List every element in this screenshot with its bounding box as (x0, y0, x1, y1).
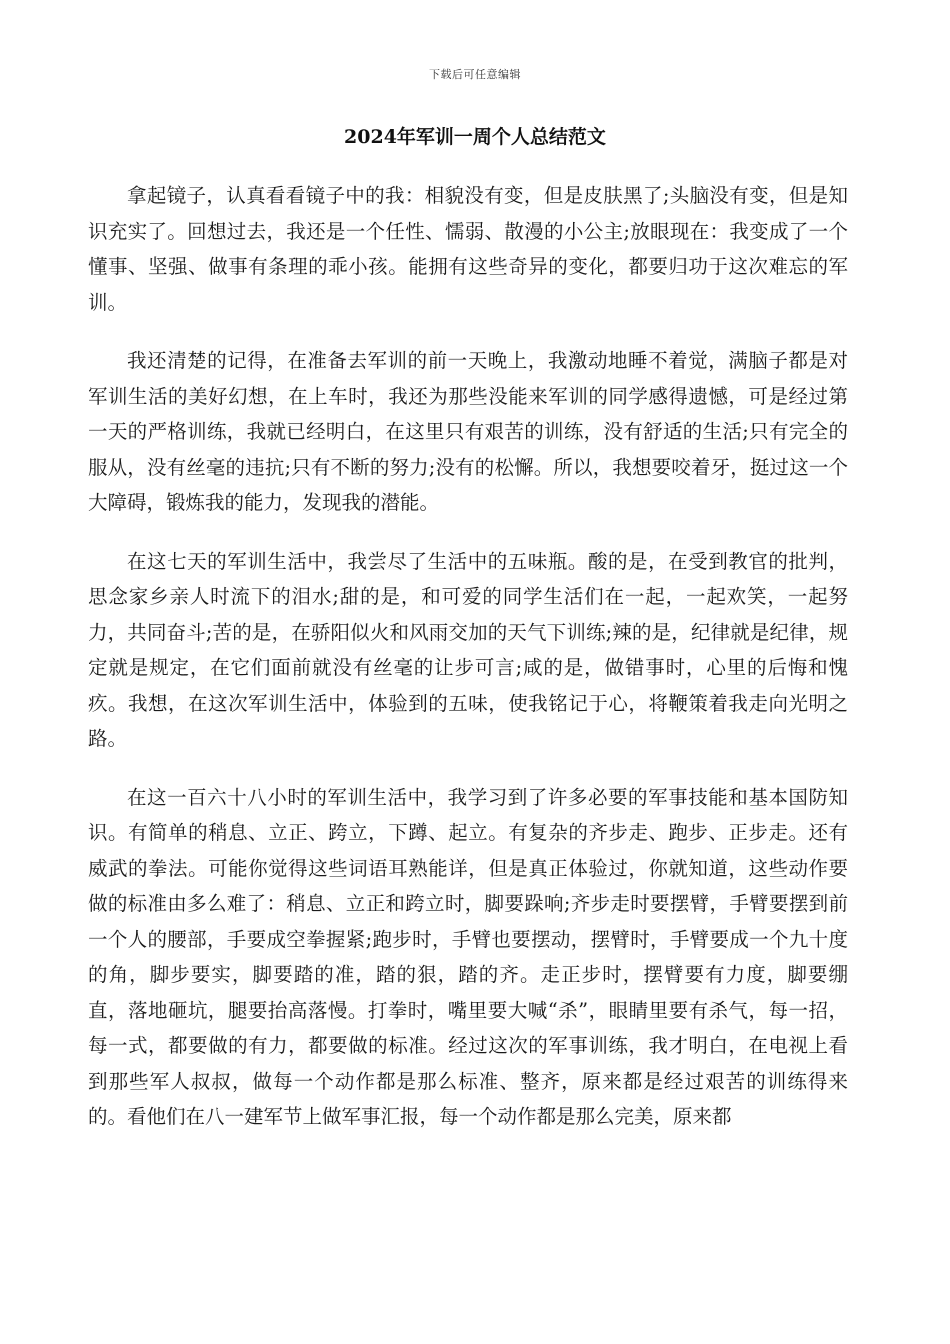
document-title: 2024年军训一周个人总结范文 (344, 126, 606, 148)
paragraph-1: 拿起镜子，认真看看镜子中的我：相貌没有变，但是皮肤黑了;头脑没有变，但是知识充实了。回想过去，我还是一个任性、懦弱、散漫的小公主;放眼现在：我变成了一个懂事、坚强、做事有条理的乖小孩。能拥有这些奇异的变化，都要归功于这次难忘的军训。 (88, 184, 848, 314)
document-body (88, 178, 848, 1158)
paragraph-4: 在这一百六十八小时的军训生活中，我学习到了许多必要的军事技能和基本国防知识。有简单的稍息、立正、跨立，下蹲、起立。有复杂的齐步走、跑步、正步走。还有威武的拳法。可能你觉得这些词语耳熟能详，但是真正体验过，你就知道，这些动作要做的标准由多么难了：稍息、立正和跨立时，脚要跺响;齐步走时要摆臂，手臂要摆到前一个人的腰部，手要成空拳握紧;跑步时，手臂也要摆动，摆臂时，手臂要成一个九十度的角，脚步要实，脚要踏的准，踏的狠，踏的齐。走正步时，摆臂要有力度，脚要绷直，落地砸坑，腿要抬高落慢。打拳时，嘴里要大喊“杀”，眼睛里要有杀气，每一招，每一式，都要做的有力，都要做的标准。经过这次的军事训练，我才明白，在电视上看到那些军人叔叔，做每一个动作都是那么标准、整齐，原来都是经过艰苦的训练得来的。看他们在八一建军节上做军事汇报，每一个动作都是那么完美，原来都 (88, 785, 848, 1128)
paragraph-3: 在这七天的军训生活中，我尝尽了生活中的五味瓶。酸的是，在受到教官的批判，思念家乡亲人时流下的泪水;甜的是，和可爱的同学生活们在一起，一起欢笑，一起努力，共同奋斗;苦的是，在骄阳似火和风雨交加的天气下训练;辣的是，纪律就是纪律，规定就是规定，在它们面前就没有丝毫的让步可言;咸的是，做错事时，心里的后悔和愧疚。我想，在这次军训生活中，体验到的五味，使我铭记于心，将鞭策着我走向光明之路。 (88, 549, 848, 750)
paragraph-2: 我还清楚的记得，在准备去军训的前一天晚上，我激动地睡不着觉，满脑子都是对军训生活的美好幻想，在上车时，我还为那些没能来军训的同学感得遗憾，可是经过第一天的严格训练，我就已经明白，在这里只有艰苦的训练，没有舒适的生活;只有完全的服从，没有丝毫的违抗;只有不断的努力;没有的松懈。所以，我想要咬着牙，挺过这一个大障碍，锻炼我的能力，发现我的潜能。 (88, 349, 848, 514)
header-note: 下载后可任意编辑 (429, 68, 521, 81)
